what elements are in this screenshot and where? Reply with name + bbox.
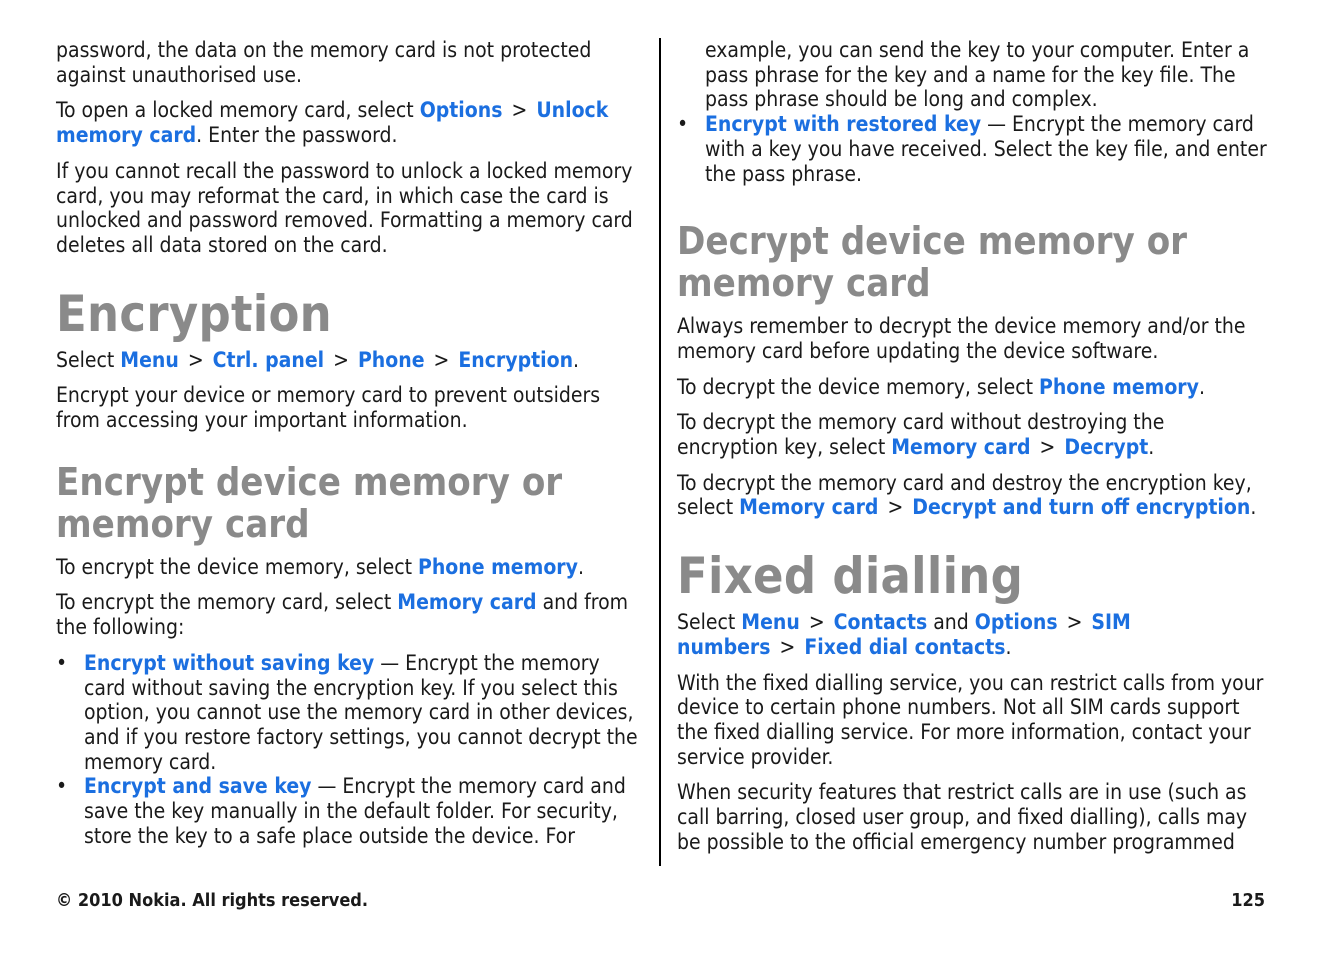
link-encrypt-without-saving-key[interactable]: Encrypt without saving key xyxy=(84,650,375,675)
page-number: 125 xyxy=(1231,890,1265,911)
bullet: • xyxy=(56,774,68,799)
link-menu[interactable]: Menu xyxy=(741,610,800,635)
separator: > xyxy=(511,98,528,123)
list-item-continued: example, you can send the key to your computer. Enter a pass phrase for the key and a name for the key file. The pass phrase should be long and complex. xyxy=(705,38,1250,112)
link-menu[interactable]: Menu xyxy=(120,347,179,372)
text: Select xyxy=(677,610,742,635)
link-decrypt-and-turn-off-encryption[interactable]: Decrypt and turn off encryption xyxy=(912,495,1251,520)
link-ctrl-panel[interactable]: Ctrl. panel xyxy=(212,347,325,372)
text: To decrypt the memory card without destroying the encryption key, select xyxy=(677,410,1165,460)
link-encryption[interactable]: Encryption xyxy=(458,347,574,372)
period: . xyxy=(1148,435,1155,460)
heading-encryption: Encryption xyxy=(56,284,332,343)
heading-encrypt-device: Encrypt device memory or memory card xyxy=(56,459,563,546)
column-divider xyxy=(659,38,661,866)
link-sim-numbers[interactable]: SIM numbers xyxy=(677,610,1131,659)
list-item xyxy=(677,112,1269,186)
period: . xyxy=(1005,634,1012,659)
text: — Encrypt the memory card and save the key manually in the default folder. For security, store the key to a safe place outside the device. For xyxy=(84,774,626,848)
paragraph: Always remember to decrypt the device memory and/or the memory card before updating the device software. xyxy=(677,314,1246,363)
link-encrypt-with-restored-key[interactable]: Encrypt with restored key xyxy=(705,112,982,137)
paragraph: With the fixed dialling service, you can restrict calls from your device to certain phone numbers. Not all SIM cards support the fixed dialling service. For more information, contact your service provider. xyxy=(677,670,1264,769)
link-phone-memory[interactable]: Phone memory xyxy=(1039,374,1199,399)
period: . xyxy=(1250,495,1257,520)
period: . xyxy=(577,554,584,579)
text: and from the following: xyxy=(56,590,629,640)
link-phone-memory[interactable]: Phone memory xyxy=(418,554,578,579)
separator: > xyxy=(808,610,825,635)
text: and xyxy=(927,610,975,635)
bullet: • xyxy=(56,650,68,675)
text: Select xyxy=(56,347,121,372)
text: To encrypt the memory card, select xyxy=(56,590,398,615)
footer-copyright: © 2010 Nokia. All rights reserved. xyxy=(56,890,369,911)
separator: > xyxy=(779,634,796,659)
bullet: • xyxy=(677,112,689,137)
paragraph-encrypt-device xyxy=(56,555,646,580)
link-unlock-memory-card[interactable]: Unlock memory card xyxy=(56,98,609,148)
text: To encrypt the device memory, select xyxy=(56,554,418,579)
text: — Encrypt the memory card without saving the encryption key. If you select this option, you cannot use the memory card in other devices, and if you restore factory settings, you cannot decrypt the memory card. xyxy=(84,650,638,774)
paragraph-decrypt-destroy xyxy=(677,471,1269,520)
text: . Enter the password. xyxy=(196,123,398,148)
separator: > xyxy=(433,347,450,372)
left-column xyxy=(56,38,646,848)
paragraph: If you cannot recall the password to unlock a locked memory card, you may reformat the card, in which case the card is unlocked and password removed. Formatting a memory card deletes all data stored on the card. xyxy=(56,158,633,257)
encrypt-options-list-continued xyxy=(677,38,1269,186)
link-contacts[interactable]: Contacts xyxy=(833,610,928,635)
link-fixed-dial-contacts[interactable]: Fixed dial contacts xyxy=(804,634,1006,659)
link-memory-card[interactable]: Memory card xyxy=(891,435,1031,460)
heading-decrypt-device: Decrypt device memory or memory card xyxy=(677,219,1188,306)
link-options[interactable]: Options xyxy=(419,98,503,123)
separator: > xyxy=(187,347,204,372)
text: — Encrypt the memory card with a key you have received. Select the key file, and enter the pass phrase. xyxy=(705,112,1267,186)
right-column xyxy=(677,38,1269,865)
link-encrypt-and-save-key[interactable]: Encrypt and save key xyxy=(84,774,312,799)
text: To open a locked memory card, select xyxy=(56,98,420,123)
paragraph: Encrypt your device or memory card to prevent outsiders from accessing your important information. xyxy=(56,383,601,433)
text: To decrypt the memory card and destroy the encryption key, select xyxy=(677,470,1252,520)
link-memory-card[interactable]: Memory card xyxy=(397,590,537,615)
paragraph: password, the data on the memory card is not protected against unauthorised use. xyxy=(56,38,592,87)
list-item xyxy=(56,774,646,848)
paragraph-decrypt-device xyxy=(677,375,1269,400)
separator: > xyxy=(1039,435,1056,460)
separator: > xyxy=(333,347,349,372)
link-decrypt[interactable]: Decrypt xyxy=(1064,435,1149,460)
period: . xyxy=(573,347,580,372)
paragraph-fixed-dialling-path xyxy=(677,610,1269,659)
paragraph-decrypt-card xyxy=(677,410,1269,459)
paragraph-encryption-path xyxy=(56,348,646,373)
link-options[interactable]: Options xyxy=(974,610,1058,635)
text: To decrypt the device memory, select xyxy=(677,374,1040,399)
paragraph-encrypt-card xyxy=(56,590,646,639)
separator: > xyxy=(887,495,904,520)
link-memory-card[interactable]: Memory card xyxy=(739,495,879,520)
list-item xyxy=(56,651,646,775)
heading-fixed-dialling: Fixed dialling xyxy=(677,547,1024,606)
link-phone[interactable]: Phone xyxy=(357,347,425,372)
paragraph: When security features that restrict calls are in use (such as call barring, closed user group, and fixed dialling), calls may be possible to the official emergency number programmed xyxy=(677,780,1248,854)
period: . xyxy=(1198,374,1205,399)
paragraph-open-locked-card xyxy=(56,98,646,147)
encrypt-options-list xyxy=(56,651,646,849)
separator: > xyxy=(1066,610,1083,635)
